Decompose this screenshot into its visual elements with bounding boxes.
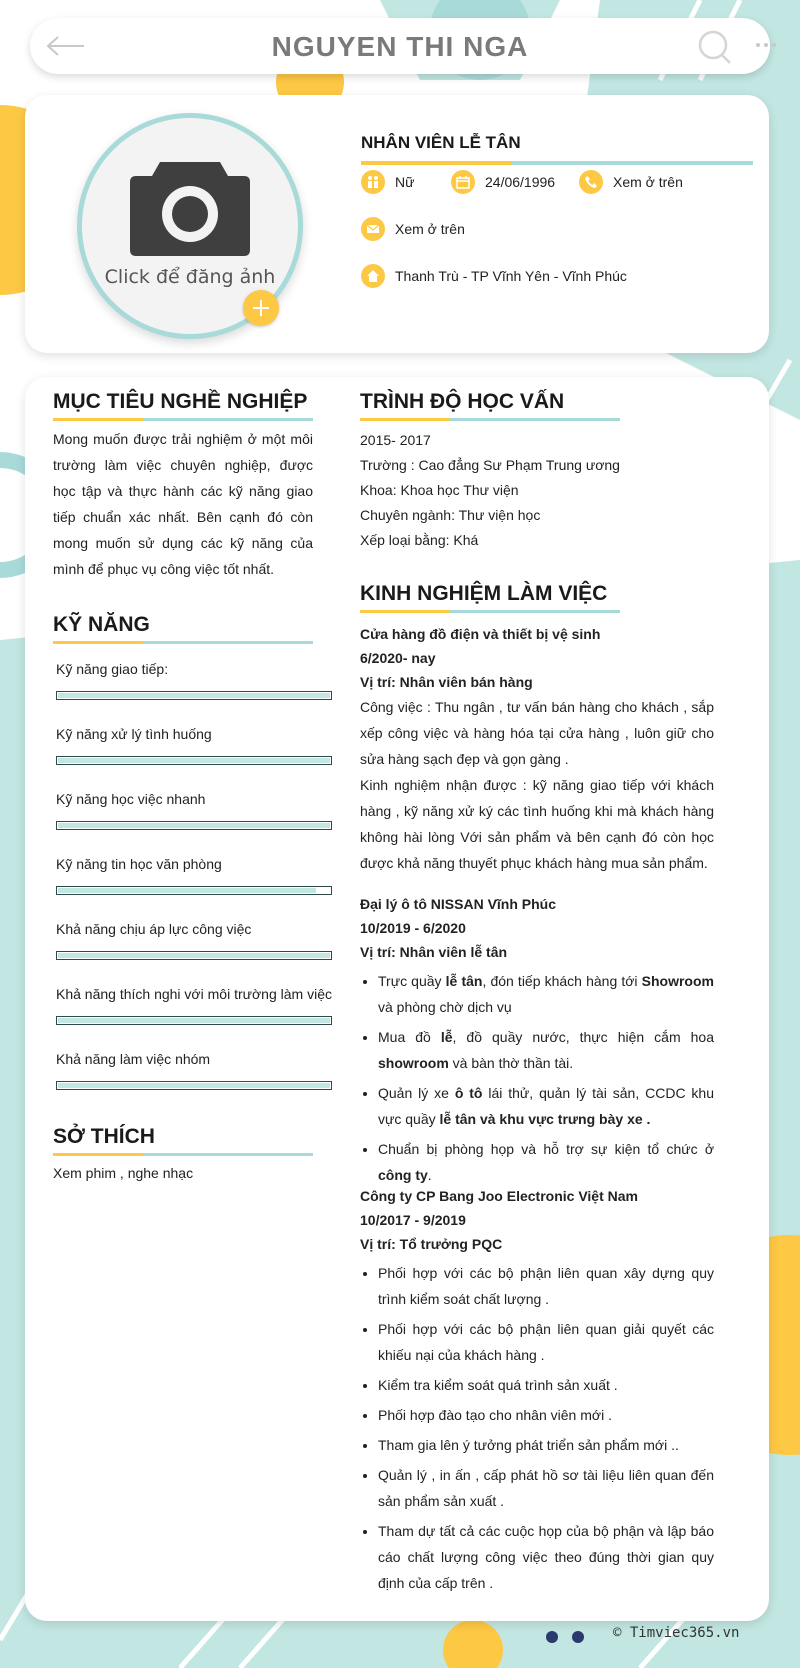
list-item: • Phối hợp đào tạo cho nhân viên mới . [378, 1402, 714, 1428]
gender-value: Nữ [395, 174, 415, 190]
skill-level-bar [56, 691, 332, 700]
text: và bàn thờ thần tài. [448, 1055, 574, 1071]
search-icon[interactable] [698, 30, 732, 64]
text: . [427, 1167, 432, 1183]
skill-label: Kỹ năng giao tiếp: [56, 661, 169, 677]
emphasis: công ty [378, 1167, 428, 1183]
education-school: Trường : Cao đẳng Sư Phạm Trung ương [360, 457, 620, 473]
objective-title: MỤC TIÊU NGHỀ NGHIỆP [53, 390, 308, 413]
main-card [25, 377, 769, 1621]
email-info [361, 217, 465, 241]
job2-company: Đại lý ô tô NISSAN Vĩnh Phúc [360, 896, 557, 912]
text: , đón tiếp khách hàng tới [482, 973, 642, 989]
emphasis: lễ tân [445, 973, 483, 989]
text: Quản lý xe [378, 1085, 455, 1101]
skills-title: KỸ NĂNG [53, 613, 150, 636]
phone-info [579, 170, 683, 194]
skill-label: Kỹ năng tin học văn phòng [56, 856, 222, 872]
text: Trực quầy [378, 973, 446, 989]
text: Chuẩn bị phòng họp và hỗ trợ sự kiện tổ chức ở [378, 1141, 714, 1157]
objective-underline [53, 418, 313, 421]
skill-level-fill [58, 1018, 330, 1023]
skill-level-fill [58, 693, 330, 698]
education-period: 2015- 2017 [360, 432, 431, 448]
calendar-icon [451, 170, 475, 194]
hobbies-text: Xem phim , nghe nhạc [53, 1165, 194, 1181]
emphasis: Showroom [641, 973, 714, 989]
skill-label: Kỹ năng học việc nhanh [56, 791, 206, 807]
footer-copyright: © Timviec365.vn [613, 1625, 740, 1641]
text: lái thử, quản lý tài sản, CCDC khu vực quầy [378, 1085, 715, 1127]
job1-position: Vị trí: Nhân viên bán hàng [360, 674, 533, 690]
profile-card [25, 95, 769, 353]
job3-period: 10/2017 - 9/2019 [360, 1212, 466, 1228]
list-item [378, 1136, 714, 1188]
hobbies-title: SỞ THÍCH [53, 1125, 155, 1148]
list-item: • Quản lý , in ấn , cấp phát hồ sơ tài liệu liên quan đến sản phẩm sản xuất . [378, 1462, 714, 1514]
email-value: Xem ở trên [395, 221, 465, 237]
list-item [378, 1080, 714, 1132]
skill-level-fill [58, 823, 330, 828]
job3-company: Công ty CP Bang Joo Electronic Việt Nam [360, 1188, 638, 1204]
address-value: Thanh Trù - TP Vĩnh Yên - Vĩnh Phúc [395, 268, 627, 284]
education-title: TRÌNH ĐỘ HỌC VẤN [360, 390, 565, 413]
education-major: Chuyên ngành: Thư viện học [360, 507, 541, 523]
skill-label: Khả năng làm việc nhóm [56, 1051, 211, 1067]
skill-level-bar [56, 821, 332, 830]
home-icon [361, 264, 385, 288]
skill-level-fill [58, 888, 316, 893]
job-title: NHÂN VIÊN LỄ TÂN [361, 133, 521, 152]
job3-position: Vị trí: Tổ trưởng PQC [360, 1236, 503, 1252]
email-icon [361, 217, 385, 241]
education-underline [360, 418, 620, 421]
experience-job-2 [360, 892, 714, 1192]
job1-duties: Công việc : Thu ngân , tư vấn bán hàng cho khách , sắp xếp công việc và hàng hóa tại cửa hàng , luôn giữ cho sửa hàng sạch đẹp và gọn gàng . [360, 699, 714, 767]
job1-period: 6/2020- nay [360, 650, 436, 666]
skill-level-bar [56, 886, 332, 895]
job2-period: 10/2019 - 6/2020 [360, 920, 466, 936]
camera-icon [128, 154, 252, 258]
more-options-icon[interactable] [754, 37, 778, 53]
emphasis: showroom [378, 1055, 449, 1071]
phone-value: Xem ở trên [613, 174, 683, 190]
job1-company: Cửa hàng đồ điện và thiết bị vệ sinh [360, 626, 601, 642]
candidate-name: NGUYEN THI NGA [271, 31, 529, 62]
skill-label: Khả năng chịu áp lực công việc [56, 921, 252, 937]
list-item: • Phối hợp với các bộ phận liên quan giải quyết các khiếu nại của khách hàng . [378, 1316, 714, 1368]
hobbies-underline [53, 1153, 313, 1156]
objective-text: Mong muốn được trải nghiệm ở một môi trường làm việc chuyên nghiệp, được học tập và thực hành các kỹ năng giao tiếp chuẩn xác nhất. Bên cạnh đó còn mong muốn sử dụng các kỹ năng của mình để phục vụ công việc tốt nhất. [53, 431, 313, 577]
skill-level-fill [58, 953, 330, 958]
text: , đồ quầy nước, thực hiện cắm hoa [452, 1029, 714, 1045]
experience-job-1 [360, 622, 714, 876]
list-item: • Kiểm tra kiểm soát quá trình sản xuất . [378, 1372, 714, 1398]
skill-label: Khả năng thích nghi với môi trường làm việc [56, 986, 332, 1002]
upload-photo-label: Click để đăng ảnh [104, 266, 276, 288]
list-item: • Tham dự tất cả các cuộc họp của bộ phận và lập báo cáo chất lượng công việc theo đúng thời gian quy định của cấp trên . [378, 1518, 714, 1596]
job1-gained: Kinh nghiệm nhận được : kỹ năng giao tiếp với khách hàng , kỹ năng xử ký các tình huống khi mà khách hàng không hài lòng Với sản phẩm và bên cạnh đó còn học được khả năng thuyết phục khách hàng mua sản phẩm. [360, 777, 714, 871]
title-underline [361, 161, 753, 165]
education-faculty: Khoa: Khoa học Thư viện [360, 482, 519, 498]
skill-level-fill [58, 758, 330, 763]
phone-icon [579, 170, 603, 194]
emphasis: lễ [440, 1029, 453, 1045]
gender-icon [361, 170, 385, 194]
experience-title: KINH NGHIỆM LÀM VIỆC [360, 582, 608, 605]
list-item: • Phối hợp với các bộ phận liên quan xây dựng quy trình kiểm soát chất lượng . [378, 1260, 714, 1312]
skill-level-fill [58, 1083, 330, 1088]
emphasis: ô tô [454, 1085, 483, 1101]
address-info [361, 264, 627, 288]
emphasis: lễ tân và khu vực trưng bày xe . [439, 1111, 651, 1127]
education-grade: Xếp loại bằng: Khá [360, 532, 479, 548]
job3-bullets [360, 1260, 714, 1596]
birthday-value: 24/06/1996 [485, 174, 556, 190]
add-photo-button[interactable] [243, 290, 279, 326]
list-item: • Tham gia lên ý tưởng phát triển sản phẩm mới .. [378, 1432, 714, 1458]
text: Mua đồ [378, 1029, 441, 1045]
list-item [378, 968, 714, 1020]
skill-label: Kỹ năng xử lý tình huống [56, 726, 212, 742]
list-item [378, 1024, 714, 1076]
text: và phòng chờ dịch vụ [378, 999, 512, 1015]
top-bar [30, 18, 770, 74]
job2-position: Vị trí: Nhân viên lễ tân [360, 944, 508, 960]
skill-level-bar [56, 1016, 332, 1025]
plus-icon [251, 298, 271, 318]
skill-level-bar [56, 756, 332, 765]
skill-level-bar [56, 1081, 332, 1090]
experience-job-3 [360, 1184, 714, 1600]
gender-info [361, 170, 414, 194]
education-details [360, 428, 714, 553]
birthday-info [451, 170, 555, 194]
job2-bullets [360, 968, 714, 1188]
skills-underline [53, 641, 313, 644]
experience-underline [360, 610, 620, 613]
skill-level-bar [56, 951, 332, 960]
